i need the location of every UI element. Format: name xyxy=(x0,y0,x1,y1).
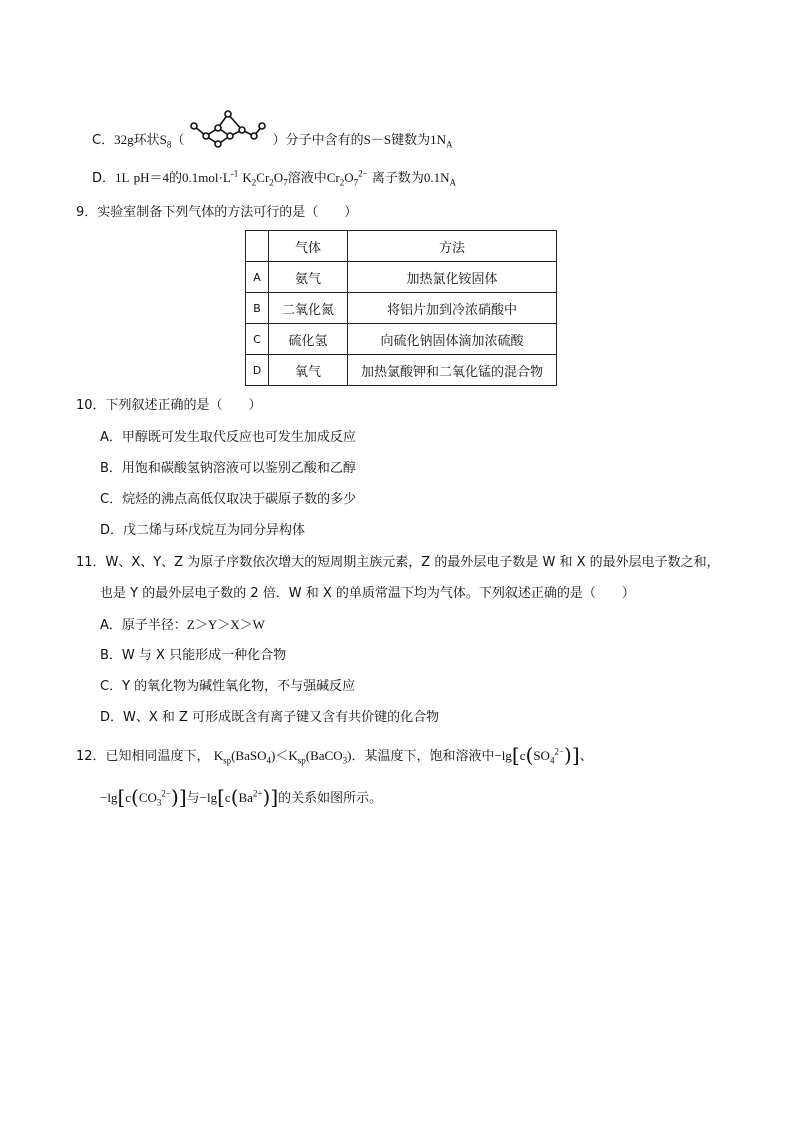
q10-option-c: C．烷烃的沸点高低仅取决于碳原子数的多少 xyxy=(100,492,357,507)
q10-stem: 10．下列叙述正确的是（ ） xyxy=(76,398,262,413)
q8-option-d: D．1L pH＝4的$0.1mol\cdot L^{-1}$ $K_2Cr_2O_7$溶液中$Cr_2O_7^{2-}$ 离子数为$0.1N_A$ xyxy=(92,168,456,188)
table-row: C 硫化氢 向硫化钠固体滴加浓硫酸 xyxy=(246,324,557,355)
ksp-baso4: $K_{sp}(BaSO_4)$ xyxy=(213,748,276,766)
na-count: $0.1N_A$ xyxy=(423,170,456,188)
dichromate-ion: $Cr_2O_7^{2-}$ xyxy=(326,168,368,188)
neg-lg-barium: $-\lg[c(Ba^{2+})]$ xyxy=(199,785,279,809)
q11-stem-line-1: 11．W、X、Y、Z 为原子序数依次增大的短周期主族元素，Z 的最外层电子数是 W 和 X 的最外层电子数之和， xyxy=(76,555,720,570)
neg-lg-carbonate: $-\lg[c(CO_3^{2-})]$ xyxy=(100,785,187,809)
q11-option-b: B．W 与 X 只能形成一种化合物 xyxy=(100,648,287,663)
q11-option-d: D．W、X 和 Z 可形成既含有离子键又含有共价键的化合物 xyxy=(100,710,440,725)
header-gas: 气体 xyxy=(269,231,348,262)
concentration: $0.1mol\cdot L^{-1}$ xyxy=(182,168,239,185)
na-count: $1N_A$ xyxy=(430,132,453,150)
q10-option-d: D．戊二烯与环戊烷互为同分异构体 xyxy=(100,523,306,538)
table-row: B 二氧化氮 将铝片加到冷浓硝酸中 xyxy=(246,293,557,324)
table-row: D 氧气 加热氯酸钾和二氧化锰的混合物 xyxy=(246,355,557,386)
table-header-row xyxy=(246,231,557,262)
q12-stem-line-1: 12．已知相同温度下， $K_{sp}(BaSO_4)<K_{sp}(BaCO_3)$．某温度下，饱和溶液中$-\lg[c(SO_4^{2-})]$、 xyxy=(76,743,593,767)
q10-option-b: B．用饱和碳酸氢钠溶液可以鉴别乙酸和乙醇 xyxy=(100,461,356,476)
q8-option-c: C．32g环状$S_8$（ ）分子中含有的S－S键数为$1N_A$ xyxy=(92,130,453,151)
s8-formula: $S_8$ xyxy=(159,132,172,150)
q11-option-c: C．Y 的氧化物为碱性氧化物，不与强碱反应 xyxy=(100,679,356,694)
q11-option-a: A．原子半径：Z＞Y＞X＞W xyxy=(100,617,265,633)
header-method: 方法 xyxy=(348,231,557,262)
neg-lg-sulfate: $-\lg[c(SO_4^{2-})]$ xyxy=(494,743,580,767)
dichromate-formula: $K_2Cr_2O_7$ xyxy=(242,170,288,188)
q9-gas-table xyxy=(245,230,557,386)
s8-ring-structure-icon xyxy=(188,110,268,150)
q10-option-a: A．甲醇既可发生取代反应也可发生加成反应 xyxy=(100,430,356,445)
q11-stem-line-2: 也是 Y 的最外层电子数的 2 倍．W 和 X 的单质常温下均为气体。下列叙述正确的是（ ） xyxy=(100,586,635,601)
q12-stem-line-2: $-\lg[c(CO_3^{2-})]$与$-\lg[c(Ba^{2+})]$的关系如图所示。 xyxy=(100,785,383,809)
table-row: A 氨气 加热氯化铵固体 xyxy=(246,262,557,293)
ksp-baco3: $K_{sp}(BaCO_3)$ xyxy=(288,748,352,766)
q9-stem: 9．实验室制备下列气体的方法可行的是（ ） xyxy=(76,205,358,220)
